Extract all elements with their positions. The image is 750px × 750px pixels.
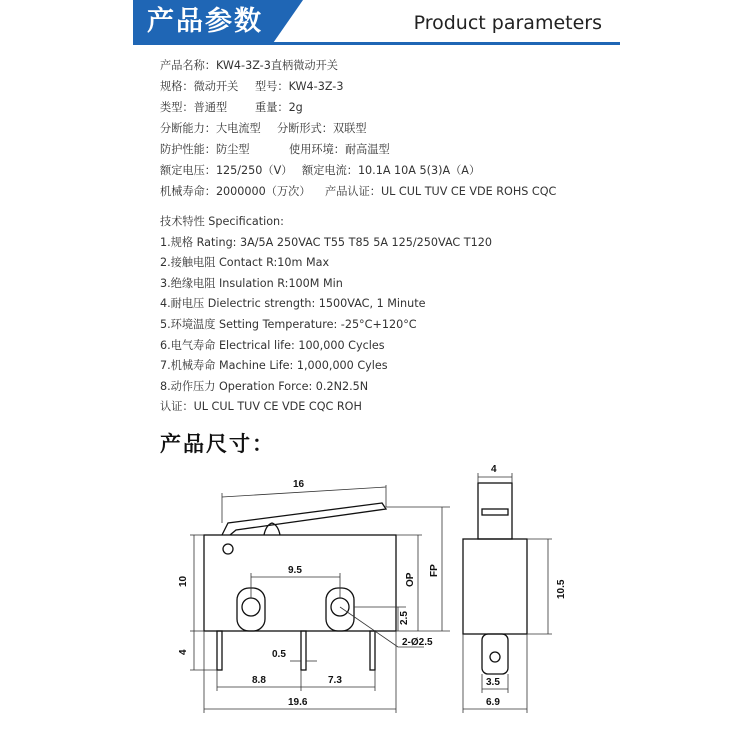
param-row bbox=[160, 76, 620, 97]
side-terminal-hole bbox=[490, 652, 500, 662]
param-row bbox=[160, 97, 620, 118]
dim-body-height: 10 bbox=[178, 575, 189, 587]
param-item: 重量：2g bbox=[255, 101, 303, 114]
dim-hole-diameter: 2-Ø2.5 bbox=[402, 637, 433, 648]
header bbox=[133, 0, 620, 46]
terminal-middle bbox=[301, 631, 306, 670]
spec-item: 3.绝缘电阻 Insulation R:100M Min bbox=[160, 276, 343, 290]
side-terminal bbox=[482, 634, 508, 674]
param-row bbox=[160, 139, 620, 160]
dim-lever-length: 16 bbox=[293, 479, 305, 490]
side-lever-outline bbox=[478, 483, 512, 539]
param-item: 分断形式：双联型 bbox=[277, 122, 367, 135]
dim-side-width: 6.9 bbox=[486, 697, 500, 708]
param-item: 分断能力：大电流型 bbox=[160, 122, 261, 135]
spec-item: 1.规格 Rating: 3A/5A 250VAC T55 T85 5A 125/250VAC T120 bbox=[160, 235, 492, 249]
header-underline bbox=[133, 42, 620, 45]
spec-cert: 认证：UL CUL TUV CE VDE CQC ROH bbox=[160, 400, 362, 414]
page-title-en: Product parameters bbox=[413, 12, 602, 34]
spec-item: 6.电气寿命 Electrical life: 100,000 Cycles bbox=[160, 338, 385, 352]
side-lever-band bbox=[482, 509, 508, 515]
param-item: 型号：KW4-3Z-3 bbox=[255, 80, 344, 93]
spec-heading: 技术特性 Specification: bbox=[160, 215, 284, 228]
dim-left-offset: 8.8 bbox=[252, 675, 266, 686]
param-item: 类型：普通型 bbox=[160, 101, 228, 114]
param-item: 使用环境：耐高温型 bbox=[289, 143, 390, 156]
param-row bbox=[160, 118, 620, 139]
side-body-outline bbox=[463, 539, 527, 634]
switch-drawing-svg bbox=[160, 465, 580, 725]
spec-item: 4.耐电压 Dielectric strength: 1500VAC, 1 Minute bbox=[160, 297, 426, 311]
dimensions-title: 产品尺寸： bbox=[160, 432, 275, 456]
dim-side-terminal: 3.5 bbox=[486, 677, 500, 688]
param-item: 额定电流：10.1A 10A 5(3)A（A） bbox=[302, 164, 481, 177]
lever-pivot-hole bbox=[223, 544, 233, 554]
page-title-cn: 产品参数 bbox=[147, 6, 263, 37]
param-item: 额定电压：125/250（V） bbox=[160, 164, 293, 177]
dim-hole-offset: 2.5 bbox=[399, 611, 410, 625]
terminal-left bbox=[217, 631, 222, 670]
parameter-list bbox=[160, 55, 620, 202]
param-item: 产品认证：UL CUL TUV CE VDE ROHS CQC bbox=[325, 185, 557, 198]
dim-hole-spacing: 9.5 bbox=[288, 565, 302, 576]
dim-side-height: 10.5 bbox=[556, 579, 567, 599]
dim-right-offset: 7.3 bbox=[328, 675, 342, 686]
dimension-drawing bbox=[160, 465, 580, 729]
param-item: 产品名称：KW4-3Z-3直柄微动开关 bbox=[160, 59, 338, 72]
dim-side-top: 4 bbox=[491, 465, 497, 475]
param-item: 防护性能：防尘型 bbox=[160, 143, 250, 156]
spec-item: 8.动作压力 Operation Force: 0.2N2.5N bbox=[160, 379, 369, 393]
spec-item: 5.环境温度 Setting Temperature: -25°C+120°C bbox=[160, 317, 417, 331]
dim-op-label: OP bbox=[405, 572, 416, 587]
lever-outline bbox=[222, 503, 386, 535]
param-item: 规格：微动开关 bbox=[160, 80, 239, 93]
terminal-right bbox=[370, 631, 375, 670]
spec-item: 7.机械寿命 Machine Life: 1,000,000 Cyles bbox=[160, 359, 388, 373]
specification-list bbox=[160, 212, 620, 418]
dim-terminal-width: 0.5 bbox=[272, 649, 286, 660]
param-row bbox=[160, 55, 620, 76]
param-row bbox=[160, 160, 620, 181]
mount-hole-left bbox=[242, 598, 260, 616]
spec-item: 2.接触电阻 Contact R:10m Max bbox=[160, 256, 330, 270]
dim-terminal-length: 4 bbox=[178, 649, 189, 655]
param-row bbox=[160, 181, 620, 202]
param-item: 机械寿命：2000000（万次） bbox=[160, 185, 311, 198]
dim-fp-label: FP bbox=[429, 564, 440, 577]
dim-total-length: 19.6 bbox=[288, 697, 308, 708]
